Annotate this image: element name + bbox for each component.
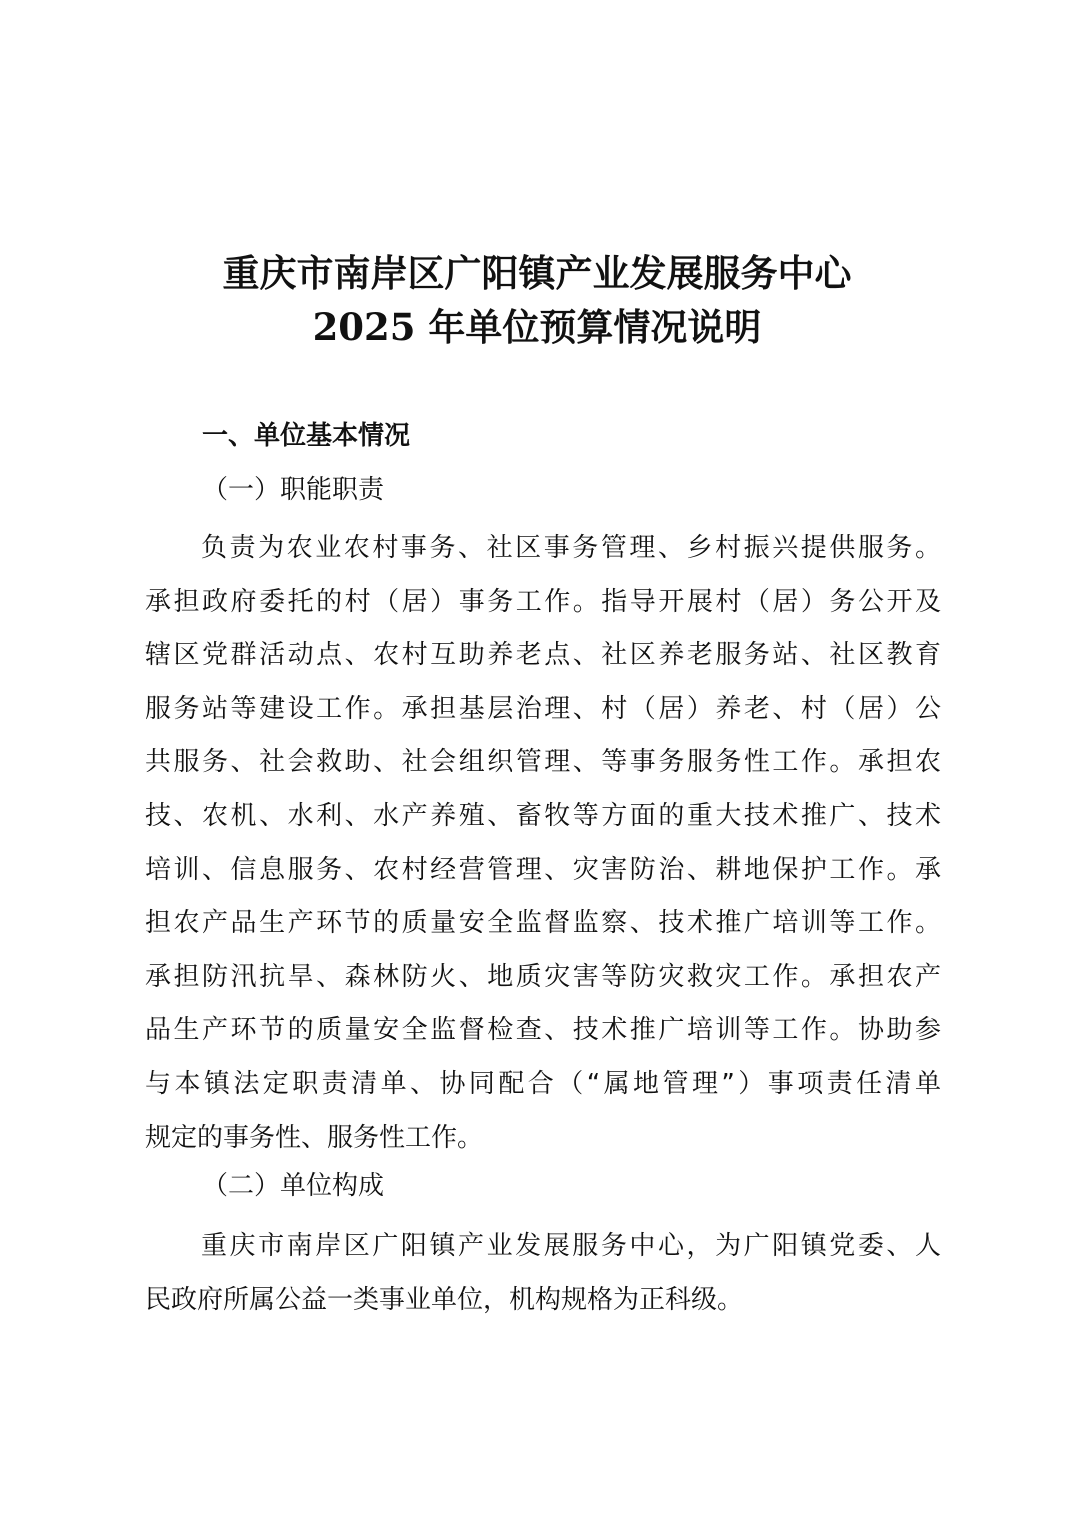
paragraph-line: 担农产品生产环节的质量安全监督监察、技术推广培训等工作。 xyxy=(145,908,941,939)
section-heading-basic-info: 一、单位基本情况 xyxy=(202,421,411,451)
paragraph-line: 品生产环节的质量安全监督检查、技术推广培训等工作。协助参 xyxy=(145,1015,941,1046)
paragraph-line: 重庆市南岸区广阳镇产业发展服务中心，为广阳镇党委、人 xyxy=(201,1231,941,1261)
functions-paragraph xyxy=(145,522,941,1165)
subsection-heading-composition: （二）单位构成 xyxy=(202,1171,385,1201)
document-title-line-2: 2025 年单位预算情况说明 xyxy=(312,305,762,349)
composition-paragraph xyxy=(145,1220,941,1327)
paragraph-line: 培训、信息服务、农村经营管理、灾害防治、耕地保护工作。承 xyxy=(145,854,941,885)
document-title-line-1: 重庆市南岸区广阳镇产业发展服务中心 xyxy=(222,251,852,295)
subsection-heading-functions: （一）职能职责 xyxy=(202,475,385,505)
paragraph-line: 承担政府委托的村（居）事务工作。指导开展村（居）务公开及 xyxy=(145,586,941,617)
paragraph-line: 技、农机、水利、水产养殖、畜牧等方面的重大技术推广、技术 xyxy=(145,800,941,831)
paragraph-line: 共服务、社会救助、社会组织管理、等事务服务性工作。承担农 xyxy=(145,747,941,778)
paragraph-line: 民政府所属公益一类事业单位，机构规格为正科级。 xyxy=(145,1284,744,1315)
paragraph-line: 规定的事务性、服务性工作。 xyxy=(145,1122,484,1153)
paragraph-line: 承担防汛抗旱、森林防火、地质灾害等防灾救灾工作。承担农产 xyxy=(145,961,941,992)
paragraph-line: 辖区党群活动点、农村互助养老点、社区养老服务站、社区教育 xyxy=(145,640,941,671)
paragraph-line: 与本镇法定职责清单、协同配合（“属地管理”）事项责任清单 xyxy=(145,1068,941,1099)
paragraph-line: 负责为农业农村事务、社区事务管理、乡村振兴提供服务。 xyxy=(201,533,941,563)
paragraph-line: 服务站等建设工作。承担基层治理、村（居）养老、村（居）公 xyxy=(145,693,941,724)
